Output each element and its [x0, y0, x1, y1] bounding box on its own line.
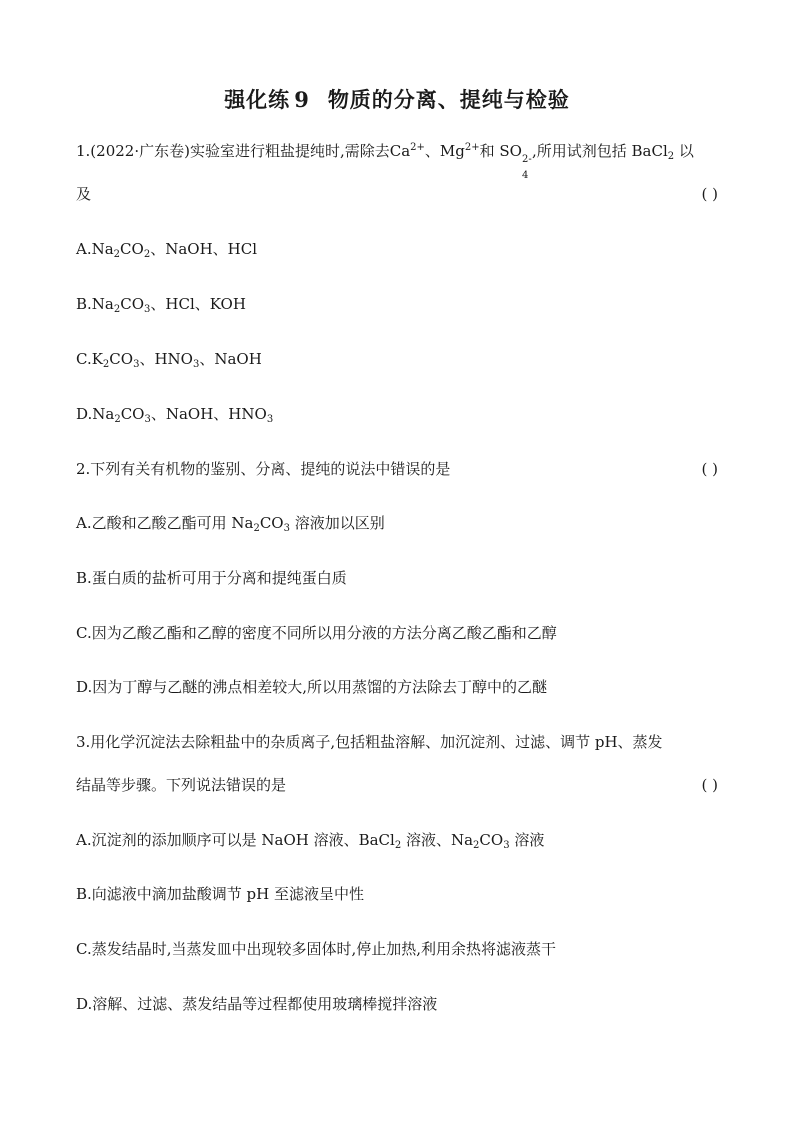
q3-stem-line1: 3.用化学沉淀法去除粗盐中的杂质离子,包括粗盐溶解、加沉淀剂、过滤、调节 pH、蒸发 [76, 733, 663, 751]
q1-option-b[interactable]: $B.Na_2CO_3$、HCl、KOH [76, 295, 246, 315]
q1-option-c[interactable]: $C.K_2CO_3$、$HNO_3$、NaOH [76, 350, 262, 370]
q1-option-d[interactable]: $D.Na_2CO_3$、NaOH、$HNO_3$ [76, 405, 274, 425]
q3-option-a[interactable]: A.沉淀剂的添加顺序可以是 NaOH 溶液、BaCl$_2$ 溶液、$Na_2CO_3$ 溶液 [76, 831, 545, 851]
answer-paren: ( ) [701, 460, 718, 478]
q3-option-d[interactable]: D.溶解、过滤、蒸发结晶等过程都使用玻璃棒搅拌溶液 [76, 995, 438, 1013]
q1-option-a[interactable]: $A.Na_2CO_2$、NaOH、HCl [76, 240, 258, 260]
q3-option-b[interactable]: B.向滤液中滴加盐酸调节 pH 至滤液呈中性 [76, 885, 365, 903]
q3-option-c[interactable]: C.蒸发结晶时,当蒸发皿中出现较多固体时,停止加热,利用余热将滤液蒸干 [76, 940, 557, 958]
q2-option-d[interactable]: D.因为丁醇与乙醚的沸点相差较大,所以用蒸馏的方法除去丁醇中的乙醚 [76, 678, 548, 696]
q2-stem: 2.下列有关有机物的鉴别、分离、提纯的说法中错误的是 ( ) [76, 460, 718, 478]
q2-option-c[interactable]: C.因为乙酸乙酯和乙醇的密度不同所以用分液的方法分离乙酸乙酯和乙醇 [76, 624, 557, 642]
answer-paren: ( ) [701, 185, 718, 203]
page-title: 强化练 9 物质的分离、提纯与检验 [224, 87, 570, 112]
q2-option-a[interactable]: A.乙酸和乙酸乙酯可用 $Na_2CO_3$ 溶液加以区别 [76, 514, 385, 534]
q1-stem-line2: 及 ( ) [76, 185, 718, 203]
answer-paren: ( ) [701, 776, 718, 794]
q2-option-b[interactable]: B.蛋白质的盐析可用于分离和提纯蛋白质 [76, 569, 347, 587]
q1-stem-line1: 1.(2022·广东卷)实验室进行粗盐提纯时,需除去$Ca^{2+}$、$Mg^{2+}$和 SO 2- 4 ,所用试剂包括 BaCl$_2$ 以 [76, 142, 694, 181]
q3-stem-line2: 结晶等步骤。下列说法错误的是 ( ) [76, 776, 718, 794]
